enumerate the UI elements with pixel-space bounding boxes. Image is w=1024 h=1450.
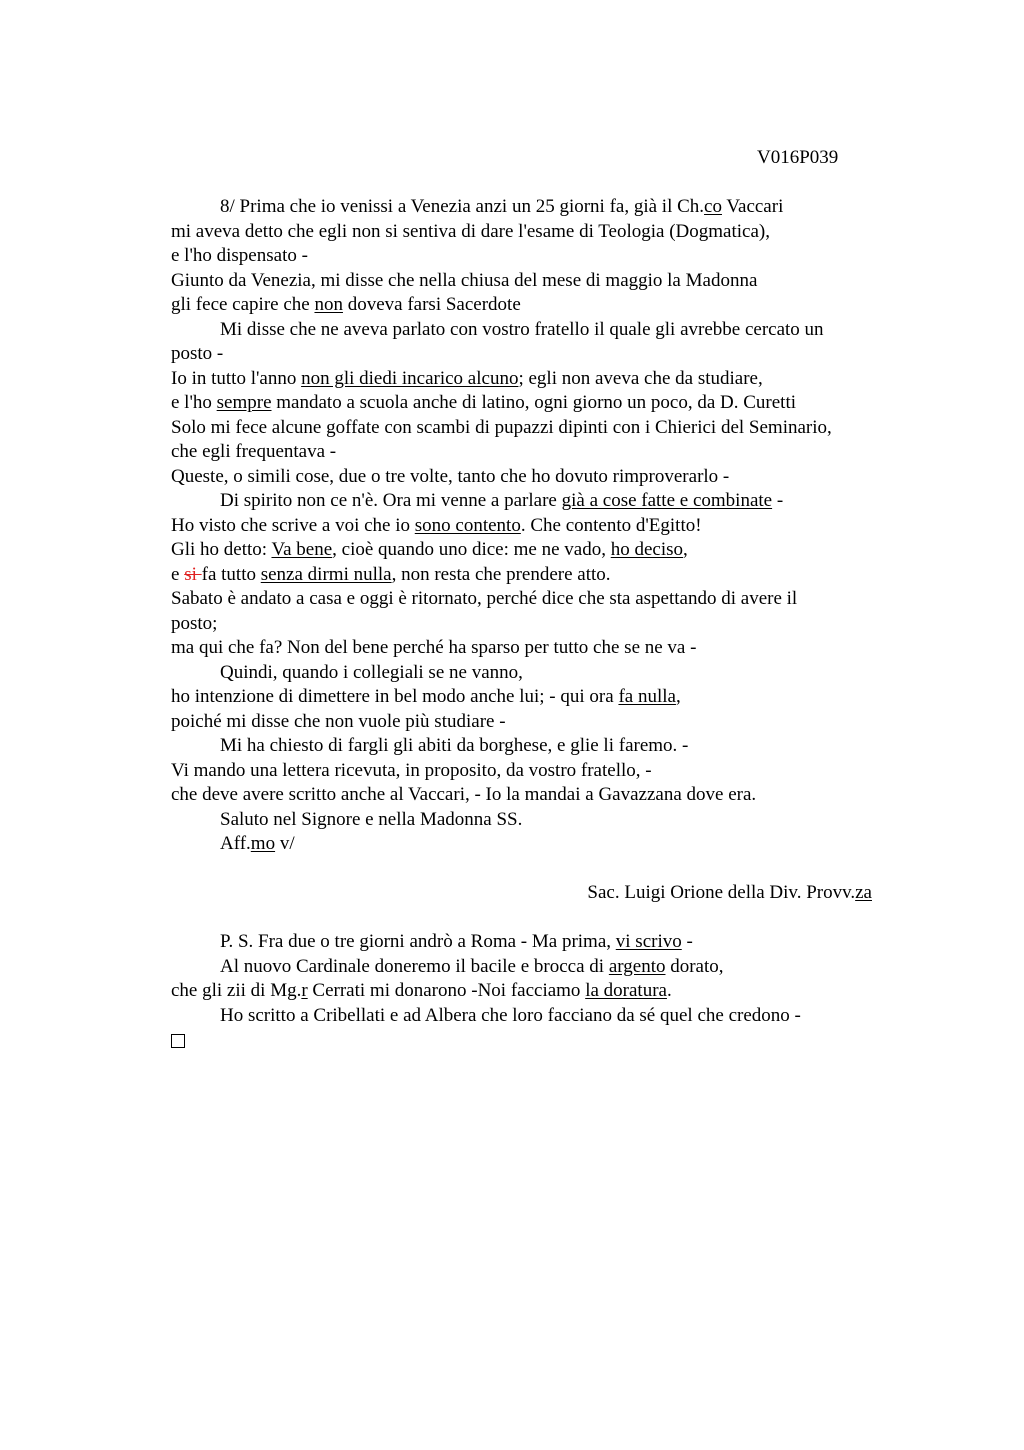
text-line: Quindi, quando i collegiali se ne vanno, — [220, 661, 523, 683]
letter-body — [171, 195, 911, 1053]
underlined-text: mo — [250, 833, 276, 854]
underlined-text: già a cose fatte e combinate — [561, 490, 773, 511]
text-line: che egli frequentava - — [171, 441, 337, 462]
spacer — [171, 857, 911, 882]
text-line: Sabato è andato a casa e oggi è ritornato, perché dice che sta aspettando di avere il — [171, 588, 798, 609]
underlined-text: la doratura — [585, 980, 667, 1001]
text-line — [171, 832, 911, 857]
text-line — [171, 367, 911, 392]
text-run: gli fece capire che — [171, 294, 315, 315]
text-run: , — [675, 686, 681, 707]
text-run: doveva farsi Sacerdote — [342, 294, 521, 315]
text-line: posto - — [171, 343, 224, 364]
deleted-text: si — [184, 563, 202, 585]
underlined-text: ho deciso — [610, 539, 684, 560]
underlined-text: Va bene — [271, 539, 333, 560]
text-run: - — [681, 931, 693, 952]
text-line — [171, 489, 911, 514]
underlined-text: sono contento — [414, 514, 521, 536]
text-line — [171, 538, 911, 563]
text-line: ma qui che fa? Non del bene perché ha sparso per tutto che se ne va - — [171, 637, 697, 658]
text-run: P. S. Fra due o tre giorni andrò a Roma - Ma prima, — [220, 931, 616, 952]
text-line — [171, 293, 911, 318]
text-line: Saluto nel Signore e nella Madonna SS. — [220, 808, 523, 830]
text-run: dorato, — [665, 955, 724, 977]
text-line — [171, 563, 911, 588]
underlined-text: non gli diedi incarico alcuno — [301, 367, 519, 389]
text-run: e — [171, 563, 185, 585]
underlined-text: non — [314, 294, 343, 315]
text-run: , non resta che prendere atto. — [391, 563, 611, 585]
text-run: - — [772, 490, 784, 511]
text-run: v/ — [275, 833, 295, 854]
postscript-line — [171, 979, 911, 1004]
underlined-text: vi scrivo — [615, 931, 682, 952]
text-line: e l'ho dispensato - — [171, 245, 308, 266]
text-run: Ho visto che scrive a voi che io — [171, 514, 415, 536]
text-run: Gli ho detto: — [171, 539, 272, 560]
text-line — [171, 514, 911, 539]
postscript-line: Ho scritto a Cribellati e ad Albera che loro facciano da sé quel che credono - — [220, 1004, 801, 1026]
text-line: Vi mando una lettera ricevuta, in proposito, da vostro fratello, - — [171, 759, 652, 781]
underlined-text: za — [855, 882, 872, 903]
text-run: ho intenzione di dimettere in bel modo anche lui; - qui ora — [171, 686, 619, 707]
text-run: ; egli non aveva che da studiare, — [518, 367, 763, 389]
postscript-line — [171, 955, 911, 980]
text-run: . Che contento d'Egitto! — [520, 514, 702, 536]
text-line — [171, 1028, 911, 1053]
underlined-text: r — [301, 980, 308, 1001]
text-line — [171, 195, 911, 220]
text-run: . — [666, 980, 672, 1001]
text-line: Solo mi fece alcune goffate con scambi di pupazzi dipinti con i Chierici del Seminario, — [171, 416, 832, 438]
text-run: e l'ho — [171, 392, 217, 413]
text-line: che deve avere scritto anche al Vaccari, - Io la mandai a Gavazzana dove era. — [171, 784, 757, 805]
underlined-text: senza dirmi nulla — [260, 563, 392, 585]
text-run: mandato a scuola anche di latino, ogni giorno un poco, da D. Curetti — [271, 392, 797, 413]
underlined-text: fa nulla — [618, 686, 676, 707]
signature — [171, 881, 911, 906]
postscript-line — [171, 930, 911, 955]
text-line — [171, 391, 911, 416]
text-run: che gli zii di Mg. — [171, 980, 302, 1001]
text-run: Aff. — [220, 833, 251, 854]
underlined-text: argento — [608, 955, 666, 977]
text-run: 8/ Prima che io venissi a Venezia anzi un 25 giorni fa, già il Ch. — [220, 196, 705, 217]
text-line: Giunto da Venezia, mi disse che nella chiusa del mese di maggio la Madonna — [171, 269, 758, 291]
text-run: , — [683, 539, 688, 560]
underlined-text: sempre — [216, 392, 272, 413]
text-run: Vaccari — [721, 196, 784, 217]
text-line: mi aveva detto che egli non si sentiva di dare l'esame di Teologia (Dogmatica), — [171, 220, 770, 242]
text-run: Sac. Luigi Orione della Div. Provv. — [587, 882, 856, 903]
text-run: Cerrati mi donarono -Noi facciamo — [307, 980, 586, 1001]
text-run: Al nuovo Cardinale doneremo il bacile e brocca di — [220, 955, 609, 977]
text-line — [171, 685, 911, 710]
text-line: posto; — [171, 612, 218, 634]
document-reference: V016P039 — [757, 147, 839, 168]
text-run: fa tutto — [201, 563, 261, 585]
text-run: , cioè quando uno dice: me ne vado, — [332, 539, 611, 560]
text-line: Mi disse che ne aveva parlato con vostro fratello il quale gli avrebbe cercato un — [220, 318, 824, 340]
text-line: poiché mi disse che non vuole più studiare - — [171, 710, 506, 732]
text-line: Mi ha chiesto di fargli gli abiti da borghese, e glie li faremo. - — [220, 735, 689, 756]
text-run: Di spirito non ce n'è. Ora mi venne a parlare — [220, 490, 562, 511]
underlined-text: co — [704, 196, 722, 217]
text-run: Io in tutto l'anno — [171, 367, 302, 389]
end-box-icon — [171, 1034, 185, 1048]
text-line: Queste, o simili cose, due o tre volte, tanto che ho dovuto rimproverarlo - — [171, 465, 730, 487]
spacer — [171, 906, 911, 931]
